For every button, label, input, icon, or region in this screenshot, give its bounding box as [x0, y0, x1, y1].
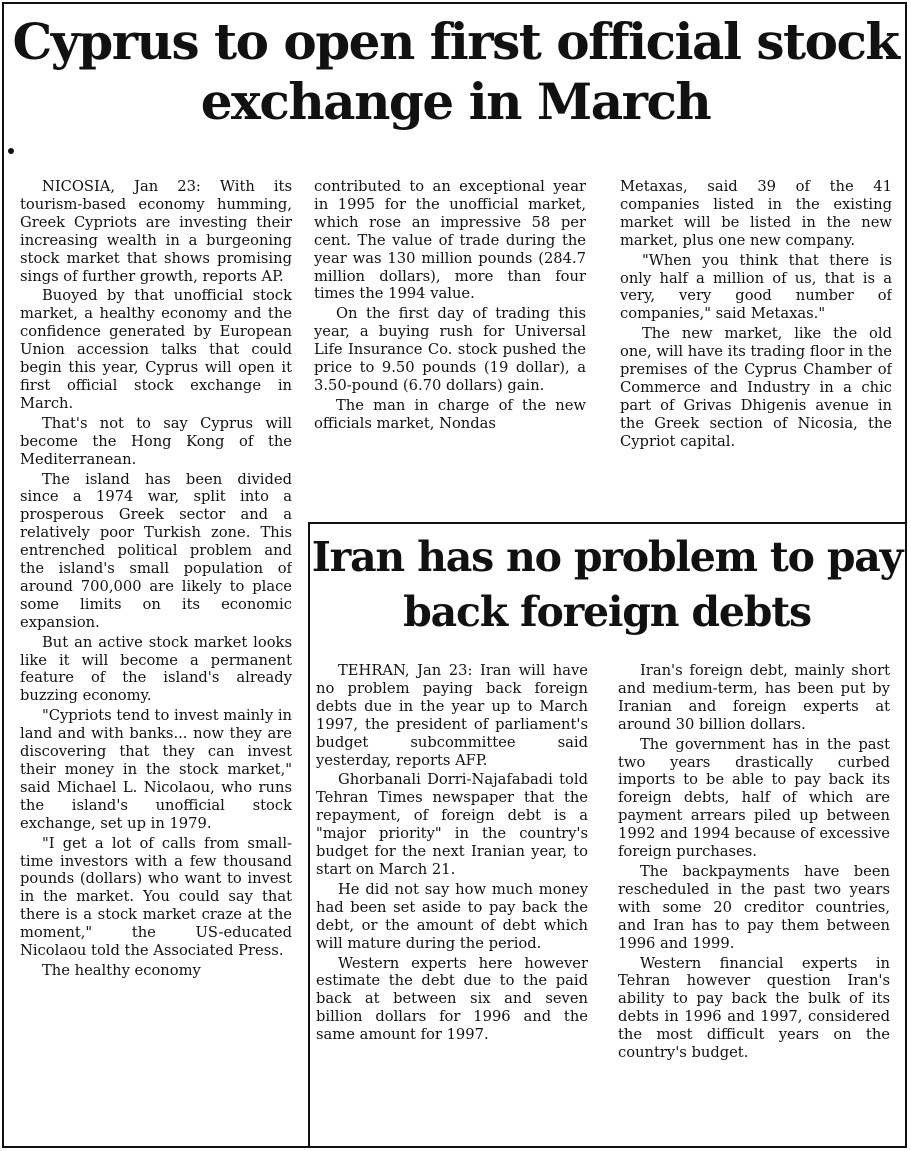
paragraph: On the first day of trading this year, a buying rush for Universal Life Insurance Co. stock pushed the price to 9.50 pounds (19 dollar), a 3.50-pound (6.70 dollars) gain.: [314, 305, 586, 394]
paragraph: "When you think that there is only half a million of us, that is a very, very good number of companies," said Metaxas.": [620, 251, 892, 323]
headline-cyprus: Cyprus to open first official stock exchange in March: [12, 12, 899, 131]
paragraph: TEHRAN, Jan 23: Iran will have no problem paying back foreign debts due in the year up to March 1997, the president of parliament's budget subcommittee said yesterday, reports AFP.: [316, 662, 588, 769]
article2-column-1: [316, 662, 588, 1138]
paragraph: The island has been divided since a 1974 war, split into a prosperous Greek sector and a relatively poor Turkish zone. This entrenched political problem and the island's small population of around 700,000 are likely to place some limits on its economic expansion.: [20, 470, 292, 631]
paragraph: "I get a lot of calls from small-time investors with a few thousand pounds (dollars) who want to invest in the market. You could say that there is a stock market craze at the moment," the US-educated Nicolaou told the Associated Press.: [20, 834, 292, 960]
paragraph: Western experts here however estimate the debt due to the paid back at between six and seven billion dollars for 1996 and the same amount for 1997.: [316, 954, 588, 1044]
paragraph: The new market, like the old one, will have its trading floor in the premises of the Cyprus Chamber of Commerce and Industry in a chic part of Grivas Dhigenis avenue in the Greek section of Nicosia, the Cypriot capital.: [620, 325, 892, 450]
paragraph: Buoyed by that unofficial stock market, a healthy economy and the confidence generated by European Union accession talks that could begin this year, Cyprus will open it first official stock exchange in March.: [20, 287, 292, 412]
headline-iran: Iran has no problem to pay back foreign debts: [311, 533, 903, 636]
paragraph: Ghorbanali Dorri-Najafabadi told Tehran Times newspaper that the repayment, of foreign debt is a "major priority" in the country's budget for the next Iranian year, to start on March 21.: [316, 771, 588, 878]
article2-column-2: [618, 662, 890, 1138]
paragraph: The healthy economy: [42, 961, 201, 979]
column-bullet: [8, 148, 14, 154]
paragraph: contributed to an exceptional year in 1995 for the unofficial market, which rose an impressive 58 per cent. The value of trade during the year was 130 million pounds (284.7 million dollars), more than four times the 1994 value.: [314, 178, 586, 303]
paragraph: Metaxas, said 39 of the 41 companies listed in the existing market will be listed in the new market, plus one new company.: [620, 178, 892, 249]
paragraph: Iran's foreign debt, mainly short and medium-term, has been put by Iranian and foreign experts at around 30 billion dollars.: [618, 662, 890, 733]
paragraph: NICOSIA, Jan 23: With its tourism-based economy humming, Greek Cypriots are investing their increasing wealth in a burgeoning stock market that shows promising sings of further growth, reports AP.: [20, 178, 292, 285]
paragraph: He did not say how much money had been set aside to pay back the debt, or the amount of debt which will mature during the period.: [316, 880, 588, 952]
paragraph: "Cypriots tend to invest mainly in land and with banks... now they are discovering that they can invest their money in the stock market," said Michael L. Nicolaou, who runs the island's unofficial stock exchange, set up in 1979.: [20, 707, 292, 832]
paragraph: The backpayments have been rescheduled in the past two years with some 20 creditor countries, and Iran has to pay them between 1996 and 1999.: [618, 862, 890, 952]
paragraph: That's not to say Cyprus will become the Hong Kong of the Mediterranean.: [20, 414, 292, 468]
article1-column-2: [314, 178, 586, 516]
article1-column-1: [20, 178, 292, 1138]
paragraph: But an active stock market looks like it will become a permanent feature of the island's already buzzing economy.: [20, 633, 292, 705]
paragraph: Western financial experts in Tehran however question Iran's ability to pay back the bulk of its debts in 1996 and 1997, considered the most difficult years on the country's budget.: [618, 954, 890, 1062]
paragraph: The man in charge of the new officials market, Nondas: [314, 396, 586, 432]
paragraph: The government has in the past two years drastically curbed imports to be able to pay back its foreign debts, half of which are payment arrears piled up between 1992 and 1994 because of excessive foreign purchases.: [618, 735, 890, 861]
article1-column-3: [620, 178, 892, 516]
